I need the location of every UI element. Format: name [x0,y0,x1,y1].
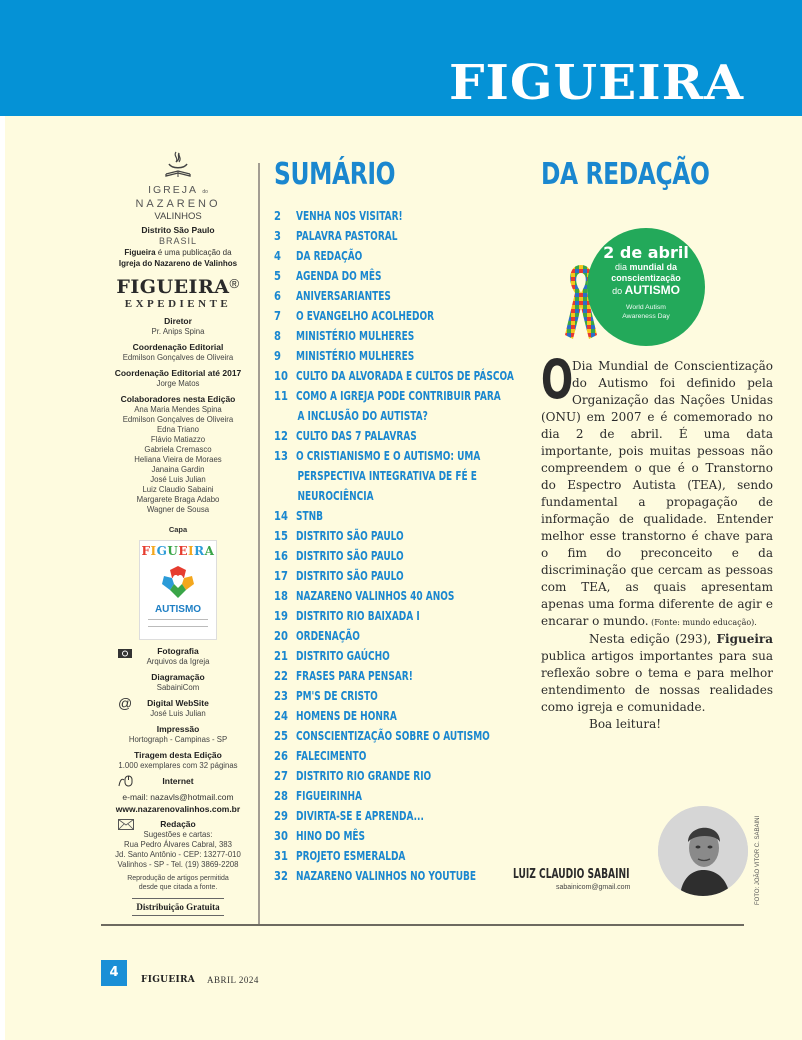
toc-title-line: CULTO DA ALVORADA E CULTOS DE PÁSCOA [296,368,514,383]
toc-item[interactable] [274,266,524,286]
toc-page-number: 12 [274,428,288,443]
toc-title-line: PROJETO ESMERALDA [296,848,406,863]
footer-magazine: FIGUEIRA [141,975,196,985]
toc-title-line: PALAVRA PASTORAL [296,228,398,243]
toc-title-line: NAZARENO VALINHOS 40 ANOS [296,588,455,603]
church-name-line2: NAZARENO [135,198,221,210]
country: BRASIL [158,236,197,246]
district: Distrito São Paulo [141,225,215,235]
toc-title-line: DISTRITO SÃO PAULO [296,568,404,583]
editorial-title: Redação [160,819,196,829]
toc-title-line: O CRISTIANISMO E O AUTISMO: UMA [296,448,481,463]
email-link[interactable]: e-mail: nazavls@hotmail.com [122,792,234,802]
badge-date: 2 de abril [603,243,689,262]
toc-page-number: 28 [274,788,288,803]
toc-title-line: ORDENAÇÃO [296,628,360,643]
toc-item[interactable] [274,366,524,386]
role-value: Edmilson Gonçalves de Oliveira [122,353,234,362]
toc-page-number: 30 [274,828,288,843]
reproduction-note: Reprodução de artigos permitida [127,875,229,882]
editorial-block [100,819,256,830]
toc-item-title [296,506,519,526]
toc-page-number: 18 [274,588,288,603]
collaborator: José Luis Julian [150,475,206,484]
portrait-icon [658,806,748,896]
collaborator: Ana Maria Mendes Spina [134,405,222,414]
role-value: Jorge Matos [156,379,200,388]
toc-page-number: 11 [274,388,288,403]
toc-title-line: HOMENS DE HONRA [296,708,397,723]
collaborators-list [100,405,256,515]
collaborators-title: Colaboradores nesta Edição [120,394,236,404]
toc-item[interactable] [274,606,524,626]
toc-page-number: 13 [274,448,288,463]
toc-item[interactable] [274,506,524,526]
role-title: Diretor [164,316,192,326]
author-name: LUIZ CLAUDIO SABAINI [513,867,630,882]
toc-item-title [296,546,519,566]
magazine-logo: FIGUEIRA® [116,276,240,298]
address-line: Rua Pedro Álvares Cabral, 383 [124,840,232,849]
toc-page-number: 10 [274,368,288,383]
toc-item-title [296,266,519,286]
print-value: Hortograph - Campinas - SP [128,735,228,744]
toc-page-number: 22 [274,668,288,683]
distribution-note: Distribuição Gratuita [132,898,224,916]
toc-item-title [296,326,519,346]
toc-item[interactable] [274,426,524,446]
toc-title-line: DISTRITO SÃO PAULO [296,548,404,563]
run-value: 1.000 exemplares com 32 páginas [118,761,238,770]
address-line: Sugestões e cartas: [143,830,213,839]
toc-item-title [296,226,519,246]
toc-item[interactable] [274,206,524,226]
toc-item-title [296,786,519,806]
toc-list [274,206,524,886]
toc-title-line: DISTRITO RIO BAIXADA I [296,608,420,623]
toc-page-number: 24 [274,708,288,723]
collaborator: Heliana Vieira de Moraes [134,455,222,464]
toc-page-number: 7 [274,308,281,323]
toc-item-title [296,606,519,626]
toc-title-line: PERSPECTIVA INTEGRATIVA DE FÉ E [297,468,477,483]
toc-item-title [296,446,519,506]
toc-item-title [296,766,519,786]
badge-english: World Autism Awareness Day [622,304,670,320]
toc-item[interactable] [274,826,524,846]
toc-item-title [296,346,519,366]
toc-item[interactable] [274,866,524,886]
toc-title-line: CULTO DAS 7 PALAVRAS [296,428,417,443]
website-link[interactable]: www.nazarenovalinhos.com.br [115,804,241,814]
toc-item-title [296,366,519,386]
print-title: Impressão [156,724,200,734]
toc-item[interactable] [274,846,524,866]
toc-item[interactable] [274,526,524,546]
column-divider [258,163,260,925]
toc-page-number: 3 [274,228,281,243]
mouse-icon [118,774,134,788]
publication-note: Figueira é uma publicação da [124,248,232,257]
awareness-day-badge [587,228,705,346]
website-block [100,695,256,719]
collaborator: Janaina Gardin [151,465,205,474]
toc-page-number: 6 [274,288,281,303]
toc-item[interactable] [274,646,524,666]
toc-item-title [296,646,519,666]
web-value: José Luis Julian [150,709,206,718]
page-edge [0,0,5,1040]
photo-value: Arquivos da Igreja [146,657,210,666]
toc-title-line: ANIVERSARIANTES [296,288,391,303]
author-photo [658,806,748,896]
toc-item-title [296,746,519,766]
toc-item-title [296,386,519,426]
toc-item-title [296,526,519,546]
cover-title: FIGUEIRA [141,544,215,558]
toc-page-number: 9 [274,348,281,363]
toc-item-title [296,426,519,446]
paragraph-1: Dia Mundial de Conscientização do Autismo foi definido pela Organização das Nações Unidas (ONU) em 2007 e é comemorado no dia 2 de abril. É uma data importante, pois muitas pessoas não compreendem o que é o Transtorno do Espectro Autista (TEA), sendo fundamental a propagação de informação de qualidade. Entender melhor esse transtorno é chave para o fim do preconceito e da discriminação que cercam as pessoas com TEA, as quais apresentam apenas uma forma diferente de agir e encarar o mundo. (Fonte: mundo educação). [541,359,773,628]
badge-line1: dia mundial da [614,262,678,272]
toc-item[interactable] [274,706,524,726]
toc-item[interactable] [274,766,524,786]
toc-page-number: 26 [274,748,288,763]
toc-item[interactable] [274,246,524,266]
toc-item-title [296,726,519,746]
footer-date: ABRIL 2024 [207,975,259,985]
church-city: VALINHOS [154,211,202,222]
toc-item-title [296,866,519,886]
toc-title-line: DA REDAÇÃO [296,248,363,263]
internet-title: Internet [162,776,194,786]
table-of-contents [274,158,524,886]
run-title: Tiragem desta Edição [134,750,222,760]
toc-title-line: FRASES PARA PENSAR! [296,668,413,683]
page-number: 4 [101,960,127,986]
expediente-title: EXPEDIENTE [124,298,232,310]
at-sign-icon: @ [118,695,133,711]
toc-item[interactable] [274,686,524,706]
toc-item[interactable] [274,306,524,326]
collaborator: Flávio Matiazzo [150,435,206,444]
church-logo-icon [163,150,193,182]
toc-title-line: O EVANGELHO ACOLHEDOR [296,308,435,323]
puzzle-heart-icon [158,562,198,602]
badge-line3: do AUTISMO [612,283,680,297]
toc-page-number: 16 [274,548,288,563]
toc-title-line: PM'S DE CRISTO [296,688,378,703]
toc-page-number: 31 [274,848,288,863]
toc-title-line: NEUROCIÊNCIA [297,488,374,503]
address-line: Valinhos - SP - Tel. (19) 3869-2208 [117,860,239,869]
drop-cap: O [541,348,574,411]
masthead-title: FIGUEIRA [448,54,744,111]
toc-page-number: 5 [274,268,281,283]
toc-title-line: A INCLUSÃO DO AUTISTA? [297,408,428,423]
expediente-column [100,150,256,916]
toc-title-line: FALECIMENTO [296,748,367,763]
reproduction-note: desde que citada a fonte. [138,884,218,891]
toc-item[interactable] [274,446,524,506]
toc-item-title [296,286,519,306]
collaborator: Luiz Claudio Sabaini [142,485,214,494]
toc-page-number: 17 [274,568,288,583]
toc-page-number: 14 [274,508,288,523]
web-title: Digital WebSite [147,698,209,708]
toc-page-number: 25 [274,728,288,743]
toc-page-number: 23 [274,688,288,703]
toc-title-line: STNB [296,508,324,523]
toc-item-title [296,586,519,606]
toc-item[interactable] [274,666,524,686]
internet-block [100,776,256,787]
toc-item-title [296,626,519,646]
collaborator: Gabriela Cremasco [144,445,212,454]
badge-line2: conscientização [611,273,681,283]
toc-item[interactable] [274,806,524,826]
toc-page-number: 27 [274,768,288,783]
toc-item[interactable] [274,226,524,246]
toc-item[interactable] [274,546,524,566]
collaborator: Edna Triano [156,425,200,434]
toc-page-number: 21 [274,648,288,663]
toc-title-line: DISTRITO RIO GRANDE RIO [296,768,432,783]
toc-item-title [296,566,519,586]
role-title: Coordenação Editorial [132,342,224,352]
camera-icon [118,648,132,658]
cover-thumbnail[interactable] [139,540,217,640]
toc-title-line: AGENDA DO MÊS [296,268,382,283]
toc-item-title [296,806,519,826]
role-title: Coordenação Editorial até 2017 [114,368,242,378]
toc-page-number: 29 [274,808,288,823]
toc-title-line: MINISTÉRIO MULHERES [296,328,415,343]
header-bar [0,0,802,116]
toc-item[interactable] [274,326,524,346]
editorial-text [541,348,773,733]
photo-credit-block [100,646,256,667]
toc-item-title [296,706,519,726]
toc-page-number: 15 [274,528,288,543]
toc-item[interactable] [274,386,524,426]
toc-item-title [296,826,519,846]
editorial-section [541,157,773,731]
toc-title-line: FIGUEIRINHA [296,788,363,803]
layout-title: Diagramação [151,672,205,682]
toc-title-line: MINISTÉRIO MULHERES [296,348,415,363]
collaborator: Margarete Braga Adabo [136,495,220,504]
toc-title-line: COMO A IGREJA PODE CONTRIBUIR PARA [296,388,501,403]
toc-title-line: DIVIRTA-SE E APRENDA... [296,808,424,823]
toc-item-title [296,666,519,686]
toc-title-line: HINO DO MÊS [296,828,366,843]
layout-value: SabainiCom [156,683,200,692]
collaborator: Edmilson Gonçalves de Oliveira [122,415,234,424]
toc-item[interactable] [274,786,524,806]
author-email[interactable]: sabainicom@gmail.com [556,884,631,891]
toc-page-number: 19 [274,608,288,623]
photo-credit: FOTO: JOÃO VITOR C. SABAINI [755,815,761,905]
cover-text-lines [148,619,208,627]
toc-page-number: 2 [274,208,281,223]
toc-page-number: 32 [274,868,288,883]
toc-item[interactable] [274,286,524,306]
toc-title-line: VENHA NOS VISITAR! [296,208,403,223]
toc-page-number: 20 [274,628,288,643]
toc-title: SUMÁRIO [274,157,396,192]
toc-item-title [296,686,519,706]
toc-page-number: 8 [274,328,281,343]
toc-item[interactable] [274,586,524,606]
cover-label: Capa [168,525,188,534]
toc-item[interactable] [274,566,524,586]
photo-title: Fotografia [157,646,199,656]
toc-title-line: DISTRITO GAÚCHO [296,648,390,663]
cover-subtitle: AUTISMO [154,604,202,615]
paragraph-2: Nesta edição (293), Figueira publica artigos importantes para sua reflexão sobre o tema e para melhor entendimento de nossas realidades como igreja e comunidade. [541,632,773,714]
toc-item[interactable] [274,346,524,366]
toc-title-line: NAZARENO VALINHOS NO YOUTUBE [296,868,477,883]
toc-item[interactable] [274,726,524,746]
toc-item-title [296,206,519,226]
envelope-icon [118,819,134,830]
closing-line: Boa leitura! [589,717,662,731]
toc-item-title [296,306,519,326]
editorial-title: DA REDAÇÃO [541,157,710,192]
toc-item-title [296,846,519,866]
toc-title-line: DISTRITO SÃO PAULO [296,528,404,543]
toc-item-title [296,246,519,266]
address-line: Jd. Santo Antônio - CEP: 13277-010 [115,850,241,859]
publication-note-line2: Igreja do Nazareno de Valinhos [118,259,238,268]
church-name-line1: IGREJA do [148,184,208,196]
toc-page-number: 4 [274,248,281,263]
toc-title-line: CONSCIENTIZAÇÃO SOBRE O AUTISMO [296,728,490,743]
toc-item[interactable] [274,626,524,646]
collaborator: Wagner de Sousa [146,505,210,514]
toc-item[interactable] [274,746,524,766]
bottom-rule [101,924,744,926]
role-value: Pr. Anips Spina [151,327,205,336]
